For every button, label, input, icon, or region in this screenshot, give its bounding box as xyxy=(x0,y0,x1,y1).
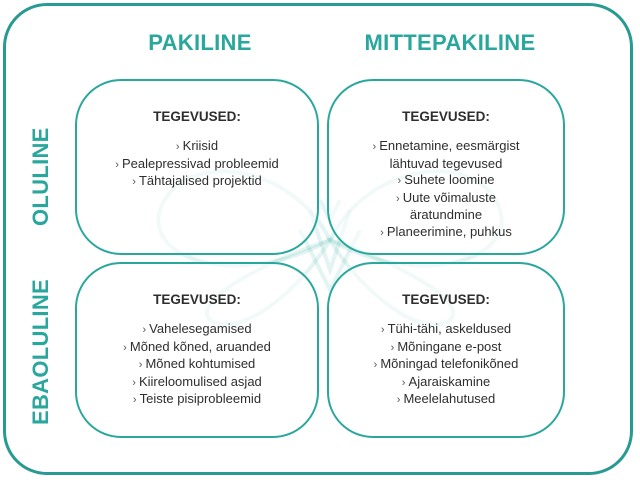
row-header-important: OLULINE xyxy=(28,127,53,226)
quadrant-urgent-important xyxy=(75,79,319,255)
list-item: › Kiireloomulised asjad xyxy=(85,374,309,392)
list-item: › Uute võimaluste äratundmine xyxy=(359,190,533,224)
activity-list xyxy=(77,321,317,409)
list-item: › Mõned kohtumised xyxy=(85,356,309,374)
list-item: › Tähtajalised projektid xyxy=(85,173,309,191)
quadrant-title: TEGEVUSED: xyxy=(402,109,490,124)
activity-list xyxy=(329,321,563,409)
quadrant-not-urgent-important xyxy=(327,79,565,255)
list-item: › Pealepressivad probleemid xyxy=(85,156,309,174)
quadrant-urgent-not-important xyxy=(75,262,319,438)
list-item: › Teiste pisiprobleemid xyxy=(85,391,309,409)
column-header-not-urgent: MITTEPAKILINE xyxy=(364,30,536,55)
column-header-urgent: PAKILINE xyxy=(148,30,252,55)
activity-list xyxy=(329,138,563,241)
list-item: › Planeerimine, puhkus xyxy=(359,224,533,242)
list-item: › Ajaraiskamine xyxy=(337,374,555,392)
list-item: › Mõningane e-post xyxy=(337,339,555,357)
quadrant-title: TEGEVUSED: xyxy=(153,292,241,307)
list-item: › Ennetamine, eesmärgist lähtuvad tegevused xyxy=(359,138,533,172)
row-header-not-important: EBAOLULINE xyxy=(28,279,53,425)
activity-list xyxy=(77,138,317,191)
list-item: › Mõned kõned, aruanded xyxy=(85,339,309,357)
list-item: › Vahelesegamised xyxy=(85,321,309,339)
quadrant-title: TEGEVUSED: xyxy=(402,292,490,307)
list-item: › Mõningad telefonikõned xyxy=(337,356,555,374)
list-item: › Kriisid xyxy=(85,138,309,156)
list-item: › Meelelahutused xyxy=(337,391,555,409)
quadrant-title: TEGEVUSED: xyxy=(153,109,241,124)
list-item: › Suhete loomine xyxy=(359,172,533,190)
list-item: › Tühi-tähi, askeldused xyxy=(337,321,555,339)
quadrant-not-urgent-not-important xyxy=(327,262,565,438)
